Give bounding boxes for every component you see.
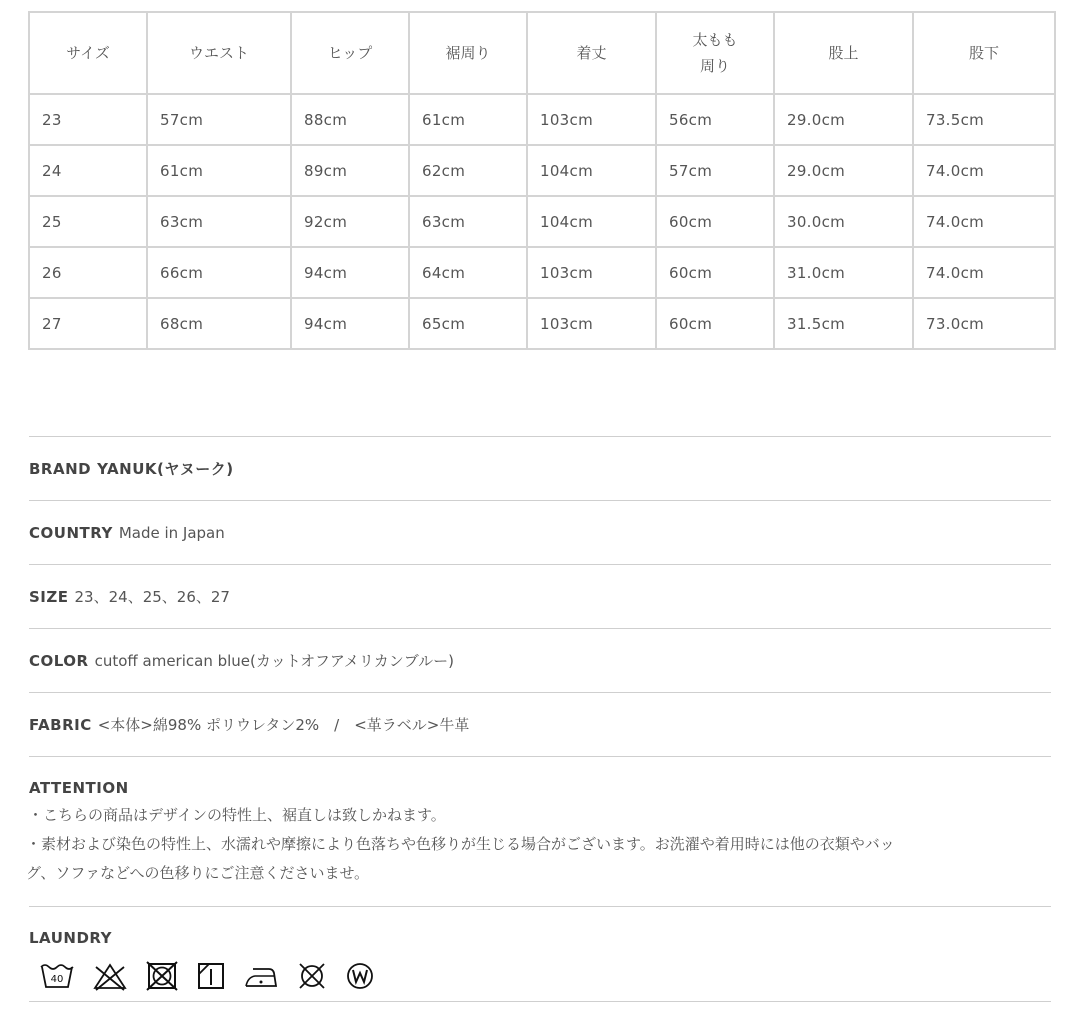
- spec-value: 23、24、25、26、27: [74, 588, 230, 606]
- table-cell: 73.5cm: [913, 94, 1055, 145]
- spec-key: COLOR: [29, 651, 89, 670]
- header-hem: 裾周り: [409, 12, 527, 94]
- spec-brand: [29, 437, 1051, 500]
- no-bleach-icon: [92, 961, 128, 991]
- table-cell: 104cm: [527, 145, 656, 196]
- table-header-row: [29, 12, 1055, 94]
- spec-value: YANUK(ヤヌーク): [97, 460, 234, 478]
- spec-value: <本体>綿98% ポリウレタン2% / <革ラベル>牛革: [97, 716, 470, 734]
- line-dry-shade-icon: [196, 961, 226, 991]
- header-length: 着丈: [527, 12, 656, 94]
- header-inseam: 股下: [913, 12, 1055, 94]
- attention-line: ・素材および染色の特性上、水濡れや摩擦により色落ちや色移りが生じる場合がございます。お洗濯や着用時には他の衣類やバッ: [26, 835, 895, 853]
- table-cell: 73.0cm: [913, 298, 1055, 349]
- table-cell: 64cm: [409, 247, 527, 298]
- table-cell: 60cm: [656, 298, 774, 349]
- table-row: [29, 298, 1055, 349]
- spec-country: [29, 501, 1051, 564]
- spec-key: FABRIC: [29, 715, 92, 734]
- table-cell: 92cm: [291, 196, 409, 247]
- table-cell: 74.0cm: [913, 196, 1055, 247]
- table-cell: 23: [29, 94, 147, 145]
- table-cell: 88cm: [291, 94, 409, 145]
- table-cell: 27: [29, 298, 147, 349]
- header-waist: ウエスト: [147, 12, 291, 94]
- table-cell: 62cm: [409, 145, 527, 196]
- spec-key: SIZE: [29, 587, 69, 606]
- spec-value: cutoff american blue(カットオフアメリカンブルー): [94, 652, 455, 670]
- table-cell: 30.0cm: [774, 196, 913, 247]
- spec-key: BRAND: [29, 459, 92, 478]
- spec-key: ATTENTION: [29, 779, 129, 797]
- size-table: [28, 11, 1056, 350]
- spec-laundry: [29, 907, 1051, 1001]
- iron-low-icon: [243, 961, 279, 991]
- table-cell: 103cm: [527, 94, 656, 145]
- product-specs: [26, 436, 1051, 1002]
- table-cell: 60cm: [656, 196, 774, 247]
- table-cell: 29.0cm: [774, 145, 913, 196]
- attention-line: グ、ソファなどへの色移りにご注意くださいませ。: [26, 864, 370, 882]
- table-cell: 66cm: [147, 247, 291, 298]
- table-cell: 26: [29, 247, 147, 298]
- header-size: サイズ: [29, 12, 147, 94]
- table-cell: 31.0cm: [774, 247, 913, 298]
- table-cell: 103cm: [527, 298, 656, 349]
- wet-clean-icon: [345, 961, 375, 991]
- table-cell: 24: [29, 145, 147, 196]
- table-cell: 61cm: [147, 145, 291, 196]
- spec-fabric: [29, 693, 1051, 756]
- table-cell: 68cm: [147, 298, 291, 349]
- no-dry-clean-icon: [296, 961, 328, 991]
- table-row: [29, 145, 1055, 196]
- table-cell: 104cm: [527, 196, 656, 247]
- attention-line: ・こちらの商品はデザインの特性上、裾直しは致しかねます。: [28, 806, 446, 824]
- spec-size: [29, 565, 1051, 628]
- header-hip: ヒップ: [291, 12, 409, 94]
- spec-color: [29, 629, 1051, 692]
- table-cell: 31.5cm: [774, 298, 913, 349]
- spec-key: LAUNDRY: [29, 929, 112, 947]
- table-row: [29, 196, 1055, 247]
- divider: [29, 1001, 1051, 1002]
- table-cell: 65cm: [409, 298, 527, 349]
- laundry-icons: [39, 961, 1051, 991]
- wash-40-tub-icon: [39, 961, 75, 991]
- header-thigh: 太もも 周り: [656, 12, 774, 94]
- wash-temp: 40: [50, 974, 64, 985]
- table-cell: 63cm: [409, 196, 527, 247]
- table-cell: 103cm: [527, 247, 656, 298]
- table-row: [29, 247, 1055, 298]
- header-rise: 股上: [774, 12, 913, 94]
- spec-attention: [26, 757, 1051, 906]
- table-cell: 94cm: [291, 298, 409, 349]
- table-cell: 57cm: [147, 94, 291, 145]
- table-cell: 63cm: [147, 196, 291, 247]
- table-cell: 29.0cm: [774, 94, 913, 145]
- table-cell: 60cm: [656, 247, 774, 298]
- spec-key: COUNTRY: [29, 523, 113, 542]
- table-row: [29, 94, 1055, 145]
- table-cell: 89cm: [291, 145, 409, 196]
- table-cell: 56cm: [656, 94, 774, 145]
- table-cell: 74.0cm: [913, 247, 1055, 298]
- table-cell: 61cm: [409, 94, 527, 145]
- spec-value: Made in Japan: [118, 523, 225, 542]
- table-cell: 94cm: [291, 247, 409, 298]
- table-cell: 57cm: [656, 145, 774, 196]
- table-cell: 25: [29, 196, 147, 247]
- no-tumble-dry-icon: [145, 961, 179, 991]
- table-cell: 74.0cm: [913, 145, 1055, 196]
